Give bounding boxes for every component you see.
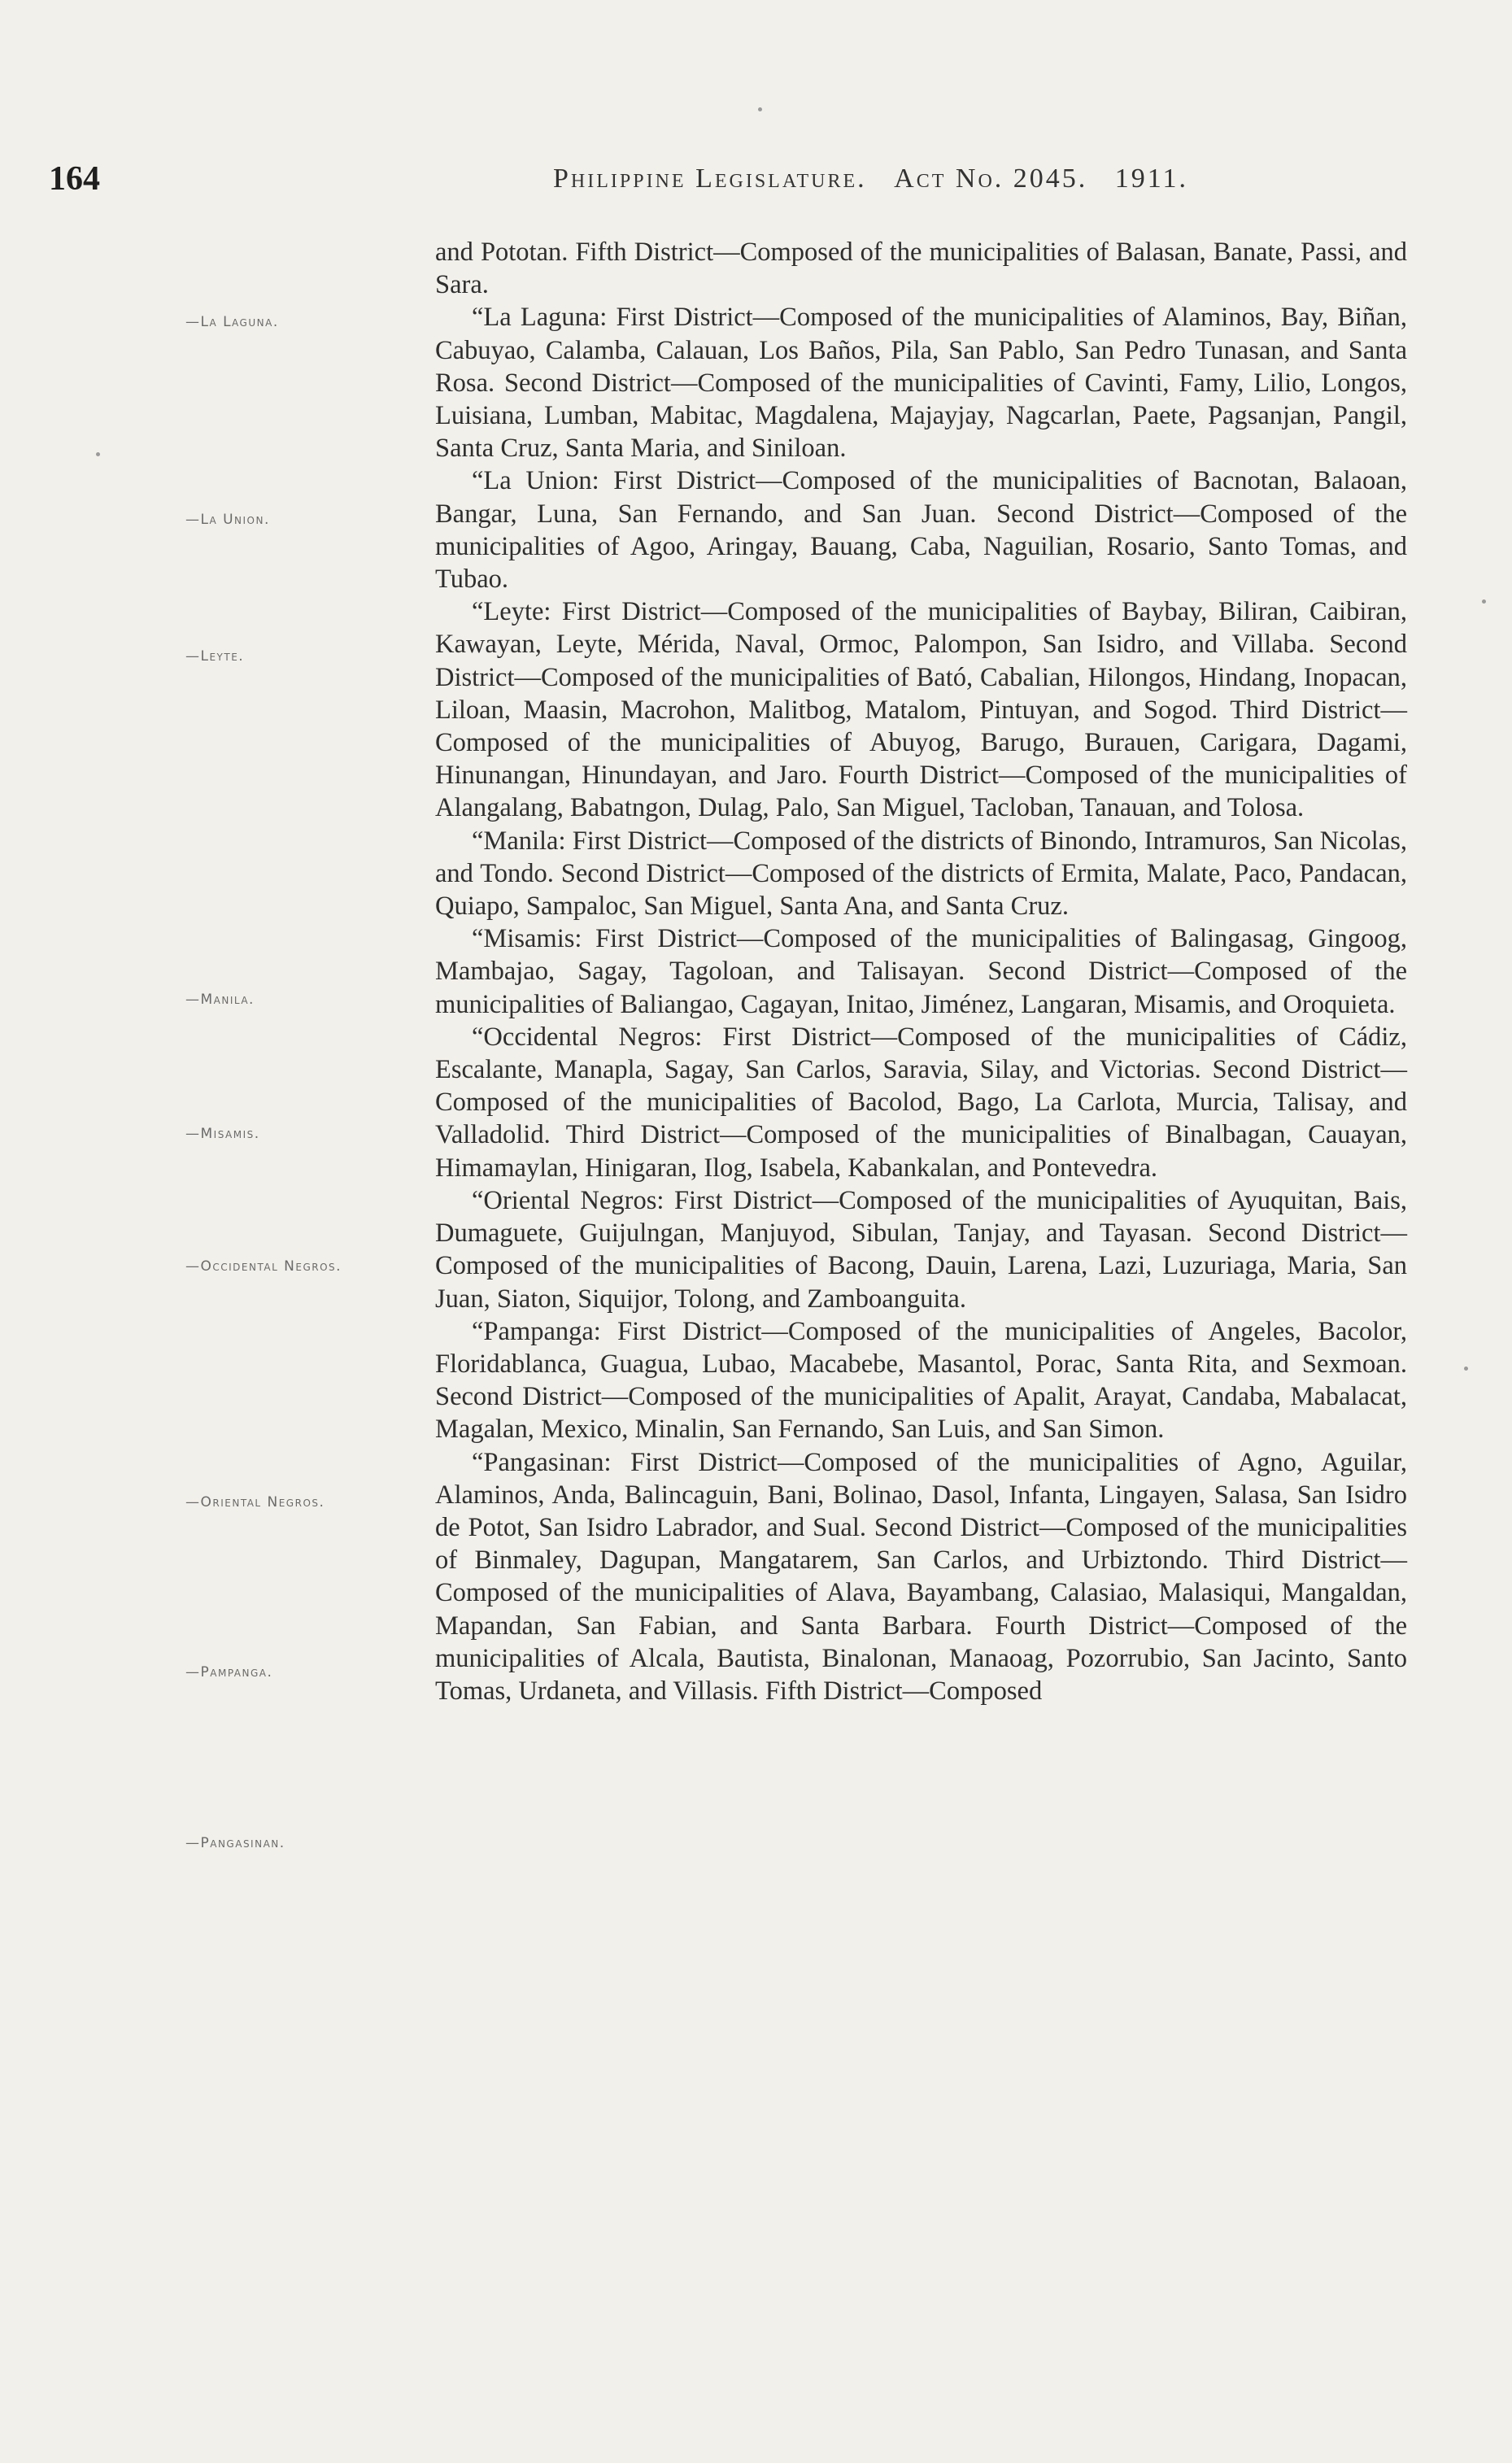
paragraph-la-union: “La Union: First District—Composed of the municipalities of Bacnotan, Balaoan, Bangar, Luna, San Fernando, and San Juan. Second District—Composed of the municipalities of Agoo, Aringay, Bauang, Caba, Naguilian, Rosario, Santo Tomas, and Tubao. bbox=[435, 466, 1407, 595]
margin-note-pampanga: —Pampanga. bbox=[185, 1664, 273, 1681]
margin-note-oriental-negros: —Oriental Negros. bbox=[185, 1494, 325, 1510]
page-speck bbox=[1464, 1367, 1468, 1371]
paragraph-manila: “Manila: First District—Composed of the districts of Binondo, Intramuros, San Nicolas, and Tondo. Second District—Composed of the districts of Ermita, Malate, Paco, Pandacan, Quiapo, Sampaloc, San Miguel, Santa Ana, and Santa Cruz. bbox=[435, 826, 1407, 922]
margin-note-pangasinan: —Pangasinan. bbox=[185, 1835, 285, 1851]
paragraph-misamis: “Misamis: First District—Composed of the municipalities of Balingasag, Gingoog, Mambajao, Sagay, Tagoloan, and Talisayan. Second District—Composed of the municipalities of Baliangao, Cagayan, Initao, Jiménez, Langaran, Misamis, and Oroquieta. bbox=[435, 924, 1407, 1019]
body-text bbox=[435, 236, 1407, 1707]
margin-note-manila: —Manila. bbox=[185, 992, 255, 1008]
margin-note-misamis: —Misamis. bbox=[185, 1126, 260, 1142]
margin-note-la-laguna: —La Laguna. bbox=[185, 314, 279, 330]
running-head-title: Philippine Legislature. bbox=[553, 163, 867, 194]
page-number: 164 bbox=[49, 160, 100, 198]
paragraph-pampanga: “Pampanga: First District—Composed of the municipalities of Angeles, Bacolor, Floridablanca, Guagua, Lubao, Macabebe, Masantol, Porac, Santa Rita, and Sexmoan. Second District—Composed of the municipalities of Apalit, Arayat, Candaba, Mabalacat, Magalan, Mexico, Minalin, San Fernando, San Luis, and San Simon. bbox=[435, 1316, 1407, 1445]
paragraph-continuation: and Pototan. Fifth District—Composed of the municipalities of Balasan, Banate, Passi, and Sara. bbox=[435, 238, 1407, 300]
margin-note-la-union: —La Union. bbox=[185, 512, 270, 528]
paragraph-la-laguna: “La Laguna: First District—Composed of the municipalities of Alaminos, Bay, Biñan, Cabuyao, Calamba, Calauan, Los Baños, Pila, San Pablo, San Pedro Tunasan, and Santa Rosa. Second District—Composed of the municipalities of Cavinti, Famy, Lilio, Longos, Luisiana, Lumban, Mabitac, Magdalena, Majayjay, Nagcarlan, Paete, Pagsanjan, Pangil, Santa Cruz, Santa Maria, and Siniloan. bbox=[435, 303, 1407, 464]
paragraph-occidental-negros: “Occidental Negros: First District—Composed of the municipalities of Cádiz, Escalante, Manapla, Sagay, San Carlos, Saravia, Silay, and Victorias. Second District—Composed of the municipalities of Bacolod, Bago, La Carlota, Murcia, Talisay, and Valladolid. Third District—Composed of the municipalities of Binalbagan, Cauayan, Himamaylan, Hinigaran, Ilog, Isabela, Kabankalan, and Pontevedra. bbox=[435, 1022, 1407, 1183]
paragraph-pangasinan: “Pangasinan: First District—Composed of the municipalities of Agno, Aguilar, Alaminos, Anda, Balincaguin, Bani, Bolinao, Dasol, Infanta, Lingayen, Salasa, San Isidro de Potot, San Isidro Labrador, and Sual. Second District—Composed of the municipalities of Binmaley, Dagupan, Mangatarem, San Carlos, and Urbiztondo. Third District—Composed of the municipalities of Alava, Bayambang, Calasiao, Malasiqui, Mangaldan, Mapandan, San Fabian, and Santa Barbara. Fourth District—Composed of the municipalities of Alcala, Bautista, Binalonan, Manaoag, Pozorrubio, San Jacinto, Santo Tomas, Urdaneta, and Villasis. Fifth District—Composed bbox=[435, 1447, 1407, 1706]
margin-note-leyte: —Leyte. bbox=[185, 648, 245, 665]
page-speck bbox=[1482, 599, 1486, 604]
paragraph-oriental-negros: “Oriental Negros: First District—Composed of the municipalities of Ayuquitan, Bais, Dumaguete, Guijulngan, Manjuyod, Sibulan, Tanjay, and Tayasan. Second District—Composed of the municipalities of Bacong, Dauin, Larena, Lazi, Luzuriaga, Maria, San Juan, Siaton, Siquijor, Tolong, and Zamboanguita. bbox=[435, 1185, 1407, 1314]
page-speck bbox=[96, 452, 100, 456]
running-head-act: Act No. 2045. bbox=[894, 163, 1088, 194]
paragraph-leyte: “Leyte: First District—Composed of the municipalities of Baybay, Biliran, Caibiran, Kawayan, Leyte, Mérida, Naval, Ormoc, Palompon, San Isidro, and Villaba. Second District—Composed of the municipalities of Bató, Cabalian, Hilongos, Hindang, Inopacan, Liloan, Maasin, Macrohon, Malitbog, Matalom, Pintuyan, and Sogod. Third District—Composed of the municipalities of Abuyog, Barugo, Burauen, Carigara, Dagami, Hinunangan, Hinundayan, and Jaro. Fourth District—Composed of the municipalities of Alangalang, Babatngon, Dulag, Palo, San Miguel, Tacloban, Tanauan, and Tolosa. bbox=[435, 597, 1407, 823]
page-speck bbox=[758, 107, 762, 111]
margin-note-occidental-negros: —Occidental Negros. bbox=[185, 1258, 342, 1275]
running-head-year: 1911. bbox=[1114, 163, 1189, 194]
running-head bbox=[553, 163, 1206, 194]
